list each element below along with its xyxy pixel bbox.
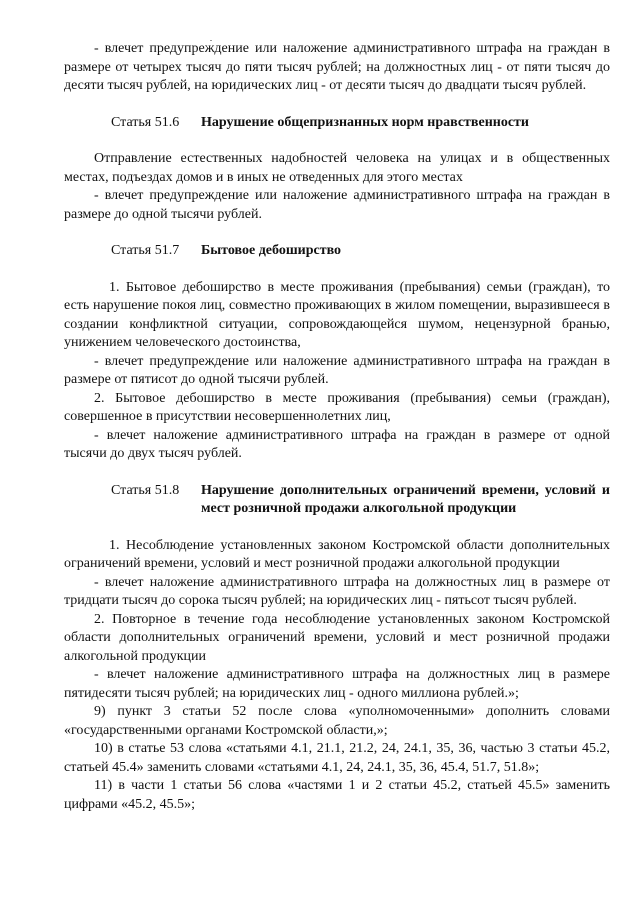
article-heading: [64, 242, 610, 261]
paragraph: 10) в статье 53 слова «статьями 4.1, 21.1, 21.2, 24, 24.1, 35, 36, частью 3 статьи 45.2, статьей 45.4» заменить словами «статьями 4.1, 24, 24.1, 35, 36, 45.4, 51.7, 51.8»;: [64, 741, 610, 775]
paragraph: 11) в части 1 статьи 56 слова «частями 1 и 2 статьи 45.2, статьей 45.5» заменить цифрами «45.2, 45.5»;: [64, 778, 610, 812]
spacer: [64, 96, 610, 114]
paragraph: - влечет наложение административного штрафа на должностных лиц в размере пятидесяти тысяч рублей; на юридических лиц - одного миллиона рублей.»;: [64, 667, 610, 701]
spacer: [64, 519, 610, 537]
paragraph: 2. Бытовое дебоширство в месте проживания (пребывания) семьи (граждан), совершенное в присутствии несовершеннолетних лиц,: [64, 390, 610, 424]
paragraph: 2. Повторное в течение года несоблюдение установленных законом Костромской области дополнительных ограничений времени, условий и мест розничной продажи алкогольной продукции: [64, 611, 610, 664]
paragraph: - влечет предупреждение или наложение административного штрафа на граждан в размере от четырех тысяч до пяти тысяч рублей; на должностных лиц - от пяти тысяч до десяти тысяч рублей, на юридических лиц - от десяти тысяч до двадцати тысяч рублей.: [64, 41, 610, 93]
article-number: Статья 51.7: [111, 243, 180, 258]
paragraph: - влечет наложение административного штрафа на должностных лиц в размере от тридцати тысяч до сорока тысяч рублей; на юридических лиц - пятьсот тысяч рублей.: [64, 574, 610, 608]
article-heading: [64, 482, 610, 519]
article-title: Бытовое дебоширство: [201, 243, 342, 258]
paragraph: 1. Несоблюдение установленных законом Костромской области дополнительных ограничений времени, условий и мест розничной продажи алкогольной продукции: [64, 537, 610, 571]
spacer: [64, 132, 610, 150]
document-page: [64, 40, 610, 814]
paragraph: - влечет предупреждение или наложение административного штрафа на граждан в размере от пятисот до одной тысячи рублей.: [64, 353, 610, 387]
paragraph: Отправление естественных надобностей человека на улицах и в общественных местах, подъездах домов и в иных не отведенных для этого местах: [64, 151, 610, 185]
paragraph: 1. Бытовое дебоширство в месте проживания (пребывания) семьи (граждан), то есть нарушение покоя лиц, совместно проживающих в жилом помещении, выразившееся в создании конфликтной ситуации, сопровождающейся шумом, нецензурной бранью, унижением человеческого достоинства,: [64, 279, 610, 350]
article-number: Статья 51.8: [111, 482, 180, 498]
article-title: Нарушение дополнительных ограничений времени, условий и мест розничной продажи алкогольной продукции: [201, 482, 610, 516]
paragraph: - влечет наложение административного штрафа на граждан в размере от одной тысячи до двух тысяч рублей.: [64, 427, 610, 461]
spacer: [64, 261, 610, 279]
paragraph: - влечет предупреждение или наложение административного штрафа на граждан в размере до одной тысячи рублей.: [64, 188, 610, 222]
paragraph: 9) пункт 3 статьи 52 после слова «уполномоченными» дополнить словами «государственными органами Костромской области,»;: [64, 704, 610, 738]
spacer: [64, 224, 610, 242]
article-title: Нарушение общепризнанных норм нравственности: [201, 114, 529, 130]
article-heading: [64, 114, 610, 133]
article-number: Статья 51.6: [111, 114, 180, 130]
spacer: [64, 464, 610, 482]
